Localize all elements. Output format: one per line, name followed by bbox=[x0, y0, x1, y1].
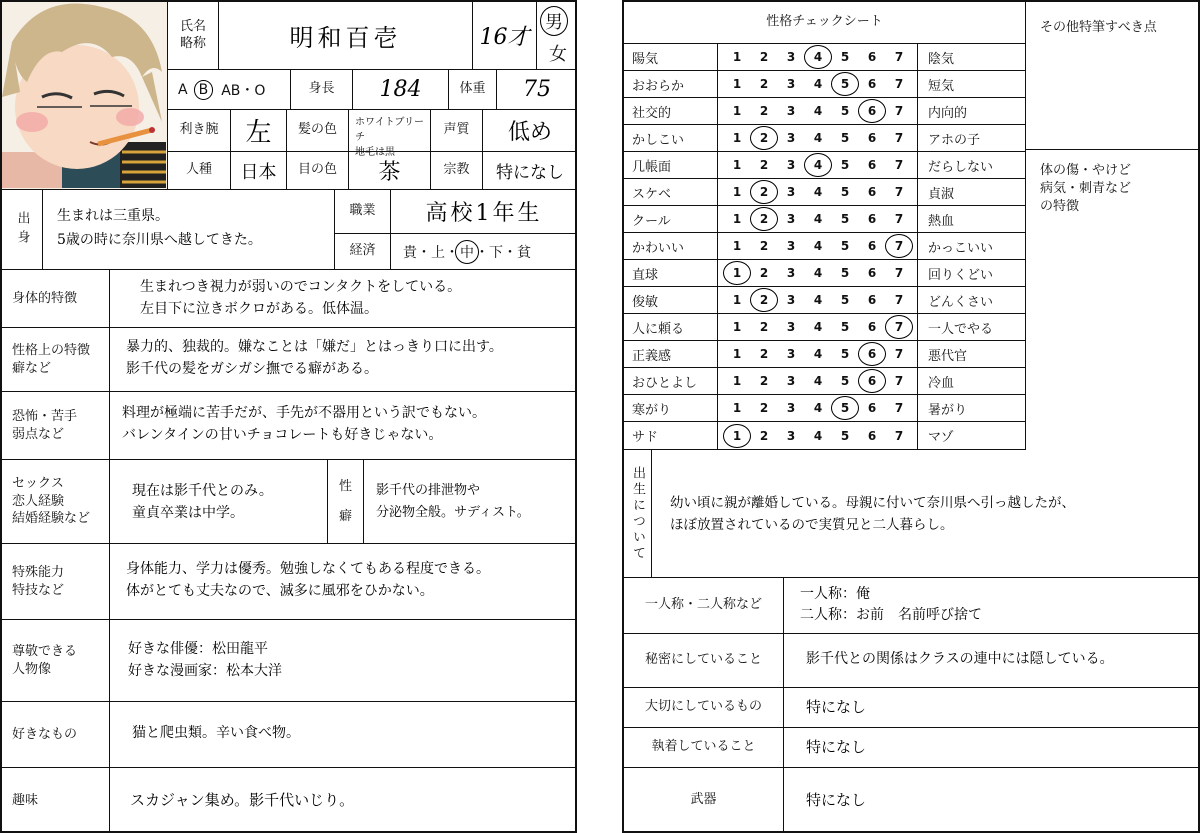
trait-scale-option: 4 bbox=[813, 185, 823, 199]
trait-left-label: 寒がり bbox=[632, 402, 672, 418]
trait-scale-option: 7 bbox=[894, 374, 904, 388]
trait-left-label: サド bbox=[632, 430, 659, 445]
trait-right-label: 熱血 bbox=[928, 213, 955, 229]
trait-scale-option: 7 bbox=[894, 185, 904, 199]
trait-scale-option: 6 bbox=[867, 266, 877, 280]
trait-scale-option: 4 bbox=[813, 347, 823, 361]
trait-scale-option: 4 bbox=[813, 293, 823, 307]
trait-right-label: マゾ bbox=[928, 430, 954, 445]
trait-scale-selected: 5 bbox=[836, 401, 854, 415]
trait-scale-option: 2 bbox=[759, 158, 769, 172]
religion-value: 特になし bbox=[482, 152, 577, 190]
trait-scale-option: 1 bbox=[732, 293, 742, 307]
trait-scale-option: 7 bbox=[894, 212, 904, 226]
birth-value-line-1: 生まれは三重県。 bbox=[57, 208, 169, 224]
econ-pre: 貴・上・ bbox=[403, 244, 459, 261]
weight-label: 体重 bbox=[448, 70, 496, 110]
respect-line-2: 好きな漫画家：松本大洋 bbox=[128, 663, 282, 679]
trait-left-label: 正義感 bbox=[632, 348, 672, 364]
trait-scale-option: 2 bbox=[759, 239, 769, 253]
trait-scale bbox=[718, 266, 918, 280]
section-value-ability bbox=[110, 544, 577, 620]
section-value-body bbox=[110, 270, 577, 328]
trait-scale-option: 4 bbox=[813, 77, 823, 91]
trait-right-label: 暑がり bbox=[928, 402, 968, 418]
trait-row bbox=[624, 287, 1026, 314]
trait-row bbox=[624, 422, 1026, 449]
name-value: 明和百壱 bbox=[218, 2, 472, 70]
trait-row bbox=[624, 314, 1026, 341]
trait-scale-option: 3 bbox=[786, 185, 796, 199]
birth-story-label: 出生について bbox=[624, 450, 652, 578]
avatar-illustration bbox=[2, 2, 166, 188]
trait-row bbox=[624, 125, 1026, 152]
trait-row bbox=[624, 368, 1026, 395]
trait-scale-option: 1 bbox=[732, 239, 742, 253]
trait-scale-option: 5 bbox=[840, 50, 850, 64]
trait-row bbox=[624, 152, 1026, 179]
trait-scale-option: 1 bbox=[732, 401, 742, 415]
trait-row bbox=[624, 260, 1026, 287]
trait-scale-option: 2 bbox=[759, 428, 769, 443]
trait-scale-option: 1 bbox=[732, 320, 742, 334]
blood-type bbox=[168, 70, 290, 110]
section-value-sex bbox=[110, 460, 328, 544]
fetish-value bbox=[364, 460, 577, 544]
trait-scale-option: 3 bbox=[786, 212, 796, 226]
attach-value: 特になし bbox=[784, 728, 1200, 768]
trait-row bbox=[624, 179, 1026, 206]
respect-line-1: 好きな俳優：松田龍平 bbox=[128, 641, 268, 657]
section-label-personality: 性格上の特徴 癖など bbox=[2, 328, 110, 392]
trait-scale-option: 4 bbox=[813, 131, 823, 145]
trait-scale-option: 5 bbox=[840, 266, 850, 280]
trait-left-label: かわいい bbox=[632, 240, 685, 256]
section-label-ability: 特殊能力 特技など bbox=[2, 544, 110, 620]
trait-scale-option: 6 bbox=[867, 212, 877, 226]
hair-value-line-1: ホワイトブリーチ bbox=[355, 117, 424, 143]
avatar bbox=[2, 2, 168, 190]
trait-scale-option: 4 bbox=[813, 320, 823, 334]
econ-selected: 中 bbox=[459, 242, 475, 262]
trait-row bbox=[624, 71, 1026, 98]
race-value: 日本 bbox=[230, 152, 286, 190]
trait-right-label: 冷血 bbox=[928, 375, 955, 391]
trait-scale-option: 7 bbox=[894, 50, 904, 64]
trait-left-label: おひとよし bbox=[632, 375, 698, 391]
trait-scale bbox=[718, 293, 918, 307]
trait-scale-option: 6 bbox=[867, 77, 877, 91]
trait-scale-selected: 1 bbox=[728, 429, 746, 443]
trait-scale-option: 1 bbox=[732, 104, 742, 118]
trait-right-label: 内向的 bbox=[928, 105, 968, 121]
fetish-line-1: 影千代の排泄物や bbox=[376, 483, 481, 498]
trait-scale-option: 7 bbox=[894, 77, 904, 91]
trait-right-label: 短気 bbox=[928, 78, 955, 94]
trait-scale-option: 7 bbox=[894, 104, 904, 118]
trait-scale-selected: 6 bbox=[863, 374, 881, 388]
birth-story-line-2: ほぼ放置されているので実質兄と二人暮らし。 bbox=[670, 517, 954, 533]
section-label-sex: セックス 恋人経験 結婚経験など bbox=[2, 460, 110, 544]
trait-scale-option: 7 bbox=[894, 401, 904, 415]
ability-line-2: 体がとても丈夫なので、滅多に風邪をひかない。 bbox=[126, 583, 434, 599]
trait-scale-option: 2 bbox=[759, 347, 769, 361]
pronoun-value bbox=[784, 578, 1200, 634]
trait-scale-option: 6 bbox=[867, 158, 877, 172]
birth-label: 出身 bbox=[2, 190, 42, 270]
hair-value bbox=[348, 110, 430, 158]
trait-scale-option: 7 bbox=[894, 428, 904, 443]
trait-scale-selected: 2 bbox=[755, 293, 773, 307]
secret-label: 秘密にしていること bbox=[624, 634, 784, 688]
trait-scale-option: 7 bbox=[894, 347, 904, 361]
trait-right-label: 陰気 bbox=[928, 51, 955, 67]
trait-scale-option: 7 bbox=[894, 293, 904, 307]
trait-scale-selected: 5 bbox=[836, 77, 854, 91]
trait-scale-option: 6 bbox=[867, 401, 877, 415]
birth-value bbox=[42, 190, 334, 270]
trait-scale-option: 2 bbox=[759, 320, 769, 334]
trait-right-label: どんくさい bbox=[928, 294, 994, 310]
trait-left-label: かしこい bbox=[632, 132, 685, 148]
trait-scale bbox=[718, 374, 918, 388]
trait-scale bbox=[718, 158, 918, 172]
height-value: 184 bbox=[352, 70, 448, 110]
trait-scale-option: 4 bbox=[813, 104, 823, 118]
birth-story-line-1: 幼い頃に親が離婚している。母親に付いて奈川県へ引っ越したが、 bbox=[670, 495, 1075, 511]
weapon-label: 武器 bbox=[624, 768, 784, 833]
trait-left-label: クール bbox=[632, 213, 671, 229]
weakness-line-1: 料理が極端に苦手だが、手先が不器用という訳でもない。 bbox=[122, 405, 486, 421]
hand-label: 利き腕 bbox=[168, 110, 230, 152]
trait-row bbox=[624, 341, 1026, 368]
trait-right-label: かっこいい bbox=[928, 240, 994, 256]
trait-scale-option: 1 bbox=[732, 131, 742, 145]
trait-scale bbox=[718, 104, 918, 118]
trait-scale-selected: 2 bbox=[755, 131, 773, 145]
econ-value bbox=[390, 234, 577, 270]
trait-scale-option: 6 bbox=[867, 239, 877, 253]
precious-value: 特になし bbox=[784, 688, 1200, 728]
trait-left-label: 社交的 bbox=[632, 105, 672, 121]
section-value-respect bbox=[110, 620, 577, 702]
trait-scale-selected: 6 bbox=[863, 104, 881, 118]
trait-scale-option: 4 bbox=[813, 212, 823, 226]
sex-male-selected: 男 bbox=[544, 8, 564, 34]
trait-scale-option: 4 bbox=[813, 401, 823, 415]
section-value-hobby bbox=[110, 768, 577, 833]
check-title: 性格チェックシート bbox=[624, 2, 1026, 44]
trait-scale-option: 5 bbox=[840, 374, 850, 388]
trait-scale-selected: 7 bbox=[890, 320, 908, 334]
trait-scale bbox=[718, 50, 918, 64]
trait-scale-option: 3 bbox=[786, 158, 796, 172]
trait-scale-option: 3 bbox=[786, 104, 796, 118]
trait-scale-option: 5 bbox=[840, 347, 850, 361]
trait-scale-option: 7 bbox=[894, 158, 904, 172]
trait-right-label: 悪代官 bbox=[928, 348, 968, 364]
sex-female: 女 bbox=[549, 44, 567, 65]
job-label: 職業 bbox=[334, 190, 390, 234]
trait-scale-option: 5 bbox=[840, 104, 850, 118]
trait-scale-option: 5 bbox=[840, 428, 850, 443]
trait-scale bbox=[718, 347, 918, 361]
trait-left-label: スケベ bbox=[632, 186, 672, 202]
trait-scale-option: 6 bbox=[867, 50, 877, 64]
trait-left-label: 几帳面 bbox=[632, 159, 672, 175]
trait-scale-option: 1 bbox=[732, 185, 742, 199]
trait-scale-selected: 2 bbox=[755, 185, 773, 199]
trait-scale-option: 4 bbox=[813, 428, 823, 443]
trait-scale-option: 3 bbox=[786, 293, 796, 307]
trait-scale bbox=[718, 401, 918, 415]
section-label-respect: 尊敬できる 人物像 bbox=[2, 620, 110, 702]
trait-left-label: 直球 bbox=[632, 267, 659, 283]
trait-scale-option: 7 bbox=[894, 131, 904, 145]
trait-scale-option: 2 bbox=[759, 77, 769, 91]
trait-right-label: だらしない bbox=[928, 159, 994, 175]
trait-scale-option: 4 bbox=[813, 239, 823, 253]
trait-scale-option: 2 bbox=[759, 401, 769, 415]
econ-post: ・下・貧 bbox=[475, 244, 531, 261]
trait-scale-option: 5 bbox=[840, 212, 850, 226]
trait-scale-option: 2 bbox=[759, 266, 769, 280]
trait-scale bbox=[718, 77, 918, 91]
trait-row bbox=[624, 233, 1026, 260]
injury-box: 体の傷・やけど 病気・刺青など の特徴 bbox=[1040, 163, 1132, 214]
trait-right-label: アホの子 bbox=[928, 132, 981, 148]
hobby-line-1: スカジャン集め。影千代いじり。 bbox=[130, 791, 355, 809]
trait-left-label: おおらか bbox=[632, 78, 685, 94]
trait-scale-option: 7 bbox=[894, 266, 904, 280]
trait-left-label: 陽気 bbox=[632, 51, 659, 67]
hand-value: 左 bbox=[230, 110, 286, 152]
secret-value: 影千代との関係はクラスの連中には隠している。 bbox=[784, 634, 1200, 688]
trait-scale-option: 1 bbox=[732, 158, 742, 172]
trait-scale-option: 6 bbox=[867, 131, 877, 145]
sex-box bbox=[536, 2, 577, 70]
trait-scale-option: 1 bbox=[732, 347, 742, 361]
trait-scale-option: 5 bbox=[840, 239, 850, 253]
eye-value: 茶 bbox=[348, 152, 430, 190]
religion-label: 宗教 bbox=[430, 152, 482, 190]
trait-scale-selected: 2 bbox=[755, 212, 773, 226]
race-label: 人種 bbox=[168, 152, 230, 190]
trait-row bbox=[624, 395, 1026, 422]
fetish-line-2: 分泌物全般。サディスト。 bbox=[376, 505, 530, 520]
section-label-body: 身体的特徴 bbox=[2, 270, 110, 328]
weight-value: 75 bbox=[496, 70, 577, 110]
trait-scale bbox=[718, 320, 918, 334]
blood-rest: AB・O bbox=[221, 82, 266, 99]
trait-scale-option: 2 bbox=[759, 104, 769, 118]
section-value-weakness bbox=[110, 392, 577, 460]
weakness-line-2: バレンタインの甘いチョコレートも好きじゃない。 bbox=[122, 427, 443, 443]
trait-scale-option: 5 bbox=[840, 185, 850, 199]
age-value: 16才 bbox=[472, 2, 536, 70]
trait-scale-option: 3 bbox=[786, 77, 796, 91]
trait-scale-option: 2 bbox=[759, 50, 769, 64]
body-line-1: 生まれつき視力が弱いのでコンタクトをしている。 bbox=[140, 279, 462, 295]
trait-right-label: 貞淑 bbox=[928, 186, 955, 202]
trait-scale-option: 6 bbox=[867, 293, 877, 307]
trait-scale-option: 3 bbox=[786, 266, 796, 280]
section-label-weakness: 恐怖・苦手 弱点など bbox=[2, 392, 110, 460]
trait-right-label: 一人でやる bbox=[928, 321, 994, 337]
voice-label: 声質 bbox=[430, 110, 482, 152]
left-sheet bbox=[0, 0, 577, 833]
sex-line-1: 現在は影千代とのみ。 bbox=[132, 483, 273, 499]
trait-left-label: 人に頼る bbox=[632, 321, 685, 337]
trait-scale-option: 3 bbox=[786, 401, 796, 415]
trait-table bbox=[624, 44, 1026, 450]
right-sheet bbox=[622, 0, 1200, 833]
trait-row bbox=[624, 44, 1026, 71]
blood-a: A bbox=[178, 81, 188, 98]
trait-scale-option: 6 bbox=[867, 320, 877, 334]
body-line-2: 左目下に泣きボクロがある。低体温。 bbox=[140, 301, 378, 317]
job-value: 高校1年生 bbox=[390, 190, 577, 234]
trait-scale bbox=[718, 212, 918, 226]
pronoun-line-1: 一人称：俺 bbox=[800, 586, 870, 602]
trait-scale-selected: 4 bbox=[809, 50, 827, 64]
econ-label: 経済 bbox=[334, 234, 390, 270]
trait-scale-option: 5 bbox=[840, 158, 850, 172]
birth-story-value bbox=[652, 450, 1200, 578]
pronoun-line-2: 二人称：お前 名前呼び捨て bbox=[800, 607, 982, 623]
trait-row bbox=[624, 98, 1026, 125]
trait-scale bbox=[718, 131, 918, 145]
trait-right-label: 回りくどい bbox=[928, 267, 994, 283]
likes-line-1: 猫と爬虫類。辛い食べ物。 bbox=[132, 725, 300, 741]
personality-line-1: 暴力的、独裁的。嫌なことは「嫌だ」とはっきり口に出す。 bbox=[126, 339, 503, 355]
attach-label: 執着していること bbox=[624, 728, 784, 768]
trait-scale bbox=[718, 239, 918, 253]
trait-scale-option: 3 bbox=[786, 374, 796, 388]
birth-value-line-2: 5歳の時に奈川県へ越してきた。 bbox=[57, 232, 262, 248]
trait-scale-option: 5 bbox=[840, 320, 850, 334]
special-title: その他特筆すべき点 bbox=[1026, 2, 1200, 150]
trait-scale-option: 3 bbox=[786, 347, 796, 361]
weapon-value: 特になし bbox=[806, 791, 867, 809]
trait-scale-selected: 4 bbox=[809, 158, 827, 172]
hair-value-line-2: 地毛は黒 bbox=[355, 147, 395, 158]
height-label: 身長 bbox=[290, 70, 352, 110]
trait-scale-option: 4 bbox=[813, 266, 823, 280]
section-value-likes bbox=[110, 702, 577, 768]
precious-label: 大切にしているもの bbox=[624, 688, 784, 728]
trait-left-label: 俊敏 bbox=[632, 294, 659, 310]
trait-scale-selected: 7 bbox=[890, 239, 908, 253]
trait-scale-option: 3 bbox=[786, 131, 796, 145]
section-label-hobby: 趣味 bbox=[2, 768, 110, 833]
trait-scale-option: 1 bbox=[732, 374, 742, 388]
trait-scale-option: 2 bbox=[759, 374, 769, 388]
trait-scale-option: 5 bbox=[840, 131, 850, 145]
ability-line-1: 身体能力、学力は優秀。勉強しなくてもある程度できる。 bbox=[126, 561, 490, 577]
personality-line-2: 影千代の髪をガシガシ撫でる癖がある。 bbox=[126, 361, 378, 377]
trait-scale-option: 4 bbox=[813, 374, 823, 388]
fetish-label: 性 癖 bbox=[328, 460, 364, 544]
trait-row bbox=[624, 206, 1026, 233]
trait-scale-option: 3 bbox=[786, 320, 796, 334]
name-label: 氏名 略称 bbox=[168, 2, 218, 70]
eye-label: 目の色 bbox=[286, 152, 348, 190]
trait-scale-option: 6 bbox=[867, 428, 877, 443]
hair-label: 髪の色 bbox=[286, 110, 348, 152]
trait-scale-selected: 6 bbox=[863, 347, 881, 361]
trait-scale-option: 6 bbox=[867, 185, 877, 199]
trait-scale-option: 1 bbox=[732, 77, 742, 91]
trait-scale bbox=[718, 429, 918, 443]
voice-value: 低め bbox=[482, 110, 577, 152]
sex-line-2: 童貞卒業は中学。 bbox=[132, 505, 244, 521]
blood-b-selected: B bbox=[198, 81, 209, 98]
trait-scale-selected: 1 bbox=[728, 266, 746, 280]
trait-scale-option: 3 bbox=[786, 428, 796, 443]
trait-scale-option: 1 bbox=[732, 212, 742, 226]
trait-scale-option: 5 bbox=[840, 293, 850, 307]
trait-scale-option: 3 bbox=[786, 50, 796, 64]
section-label-likes: 好きなもの bbox=[2, 702, 110, 768]
trait-scale-option: 1 bbox=[732, 50, 742, 64]
pronoun-label: 一人称・二人称など bbox=[624, 578, 784, 634]
trait-scale bbox=[718, 185, 918, 199]
trait-scale-option: 3 bbox=[786, 239, 796, 253]
section-value-personality bbox=[110, 328, 577, 392]
